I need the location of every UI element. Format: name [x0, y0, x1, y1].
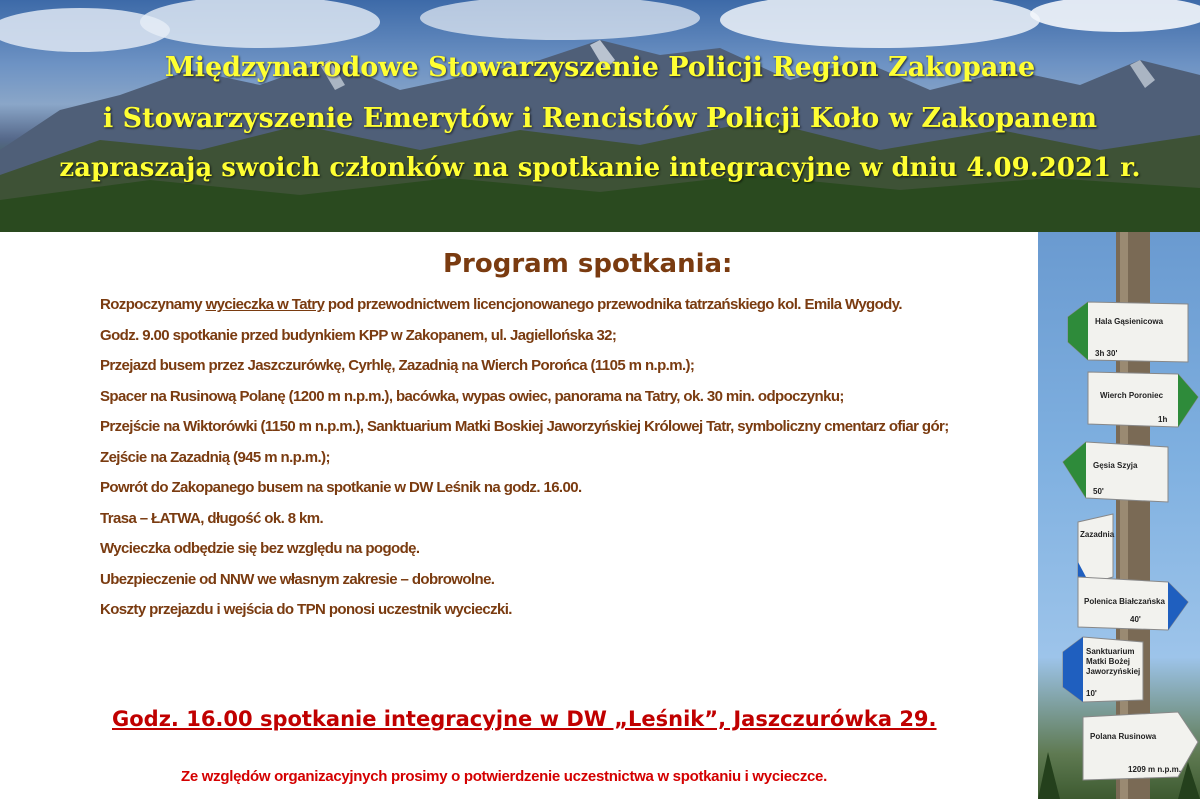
sign-time-2: 1h [1158, 415, 1168, 424]
program-item [100, 296, 949, 327]
program-item: Zejście na Zazadnią (945 m n.p.m.); [100, 448, 330, 466]
sign-time-5: 40' [1130, 615, 1141, 624]
program-item: Przejście na Wiktorówki (1150 m n.p.m.), Sanktuarium Matki Boskiej Jaworzyńskiej Królowej Tatr, symboliczny cmentarz ofiar gór; [100, 418, 949, 435]
header-line-1: Międzynarodowe Stowarzyszenie Policji Region Zakopane [164, 52, 1036, 83]
program-item: Powrót do Zakopanego busem na spotkanie w DW Leśnik na godz. 16.00. [100, 479, 582, 496]
header-line-2: i Stowarzyszenie Emerytów i Rencistów Policji Koło w Zakopanem [102, 103, 1098, 134]
trip-link: wycieczka w Tatry [205, 296, 325, 313]
sign-label-1: Hala Gąsienicowa [1095, 317, 1164, 326]
program-item: Koszty przejazdu i wejścia do TPN ponosi uczestnik wycieczki. [100, 601, 512, 618]
program-item: Trasa – ŁATWA, długość ok. 8 km. [100, 509, 324, 527]
sign-label-6b: Matki Bożej [1086, 657, 1131, 666]
sign-label-6a: Sanktuarium [1086, 647, 1135, 656]
sign-label-2: Wierch Poroniec [1100, 391, 1164, 400]
confirmation-note: Ze względów organizacyjnych prosimy o potwierdzenie uczestnictwa w spotkaniu i wycieczce. [181, 768, 827, 785]
sign-time-1: 3h 30' [1095, 349, 1118, 358]
sign-label-5: Polenica Białczańska [1084, 597, 1165, 606]
program-item: Spacer na Rusinową Polanę (1200 m n.p.m.), bacówka, wypas owiec, panorama na Tatry, ok. 30 min. odpoczynku; [100, 387, 844, 405]
header-line-3: zapraszają swoich członków na spotkanie integracyjne w dniu 4.09.2021 r. [59, 153, 1141, 183]
program-item: Wycieczka odbędzie się bez względu na pogodę. [100, 540, 420, 557]
program-item-text: pod przewodnictwem licencjonowanego przewodnika tatrzańskiego kol. Emila Wygody. [324, 296, 902, 313]
program-list [100, 296, 949, 632]
program-item: Godz. 9.00 spotkanie przed budynkiem KPP w Zakopanem, ul. Jagiellońska 32; [100, 326, 617, 344]
sign-time-3: 50' [1093, 487, 1104, 496]
program-title: Program spotkania: [443, 249, 733, 279]
trail-signpost-image [1038, 232, 1200, 799]
program-item: Przejazd busem przez Jaszczurówkę, Cyrhlę, Zazadnią na Wierch Porońca (1105 m n.p.m.); [100, 357, 695, 374]
sign-label-4: Zazadnia [1080, 530, 1115, 539]
sign-alt-7: 1209 m n.p.m. [1128, 765, 1181, 774]
meeting-highlight: Godz. 16.00 spotkanie integracyjne w DW „Leśnik”, Jaszczurówka 29. [112, 707, 937, 731]
sign-time-6: 10' [1086, 689, 1097, 698]
sign-label-6c: Jaworzyńskiej [1086, 667, 1141, 676]
program-item-text: Rozpoczynamy [100, 296, 206, 313]
header-banner [0, 0, 1200, 232]
sign-label-7: Polana Rusinowa [1090, 732, 1157, 741]
sign-label-3: Gęsia Szyja [1093, 461, 1138, 470]
program-item: Ubezpieczenie od NNW we własnym zakresie – dobrowolne. [100, 570, 495, 588]
